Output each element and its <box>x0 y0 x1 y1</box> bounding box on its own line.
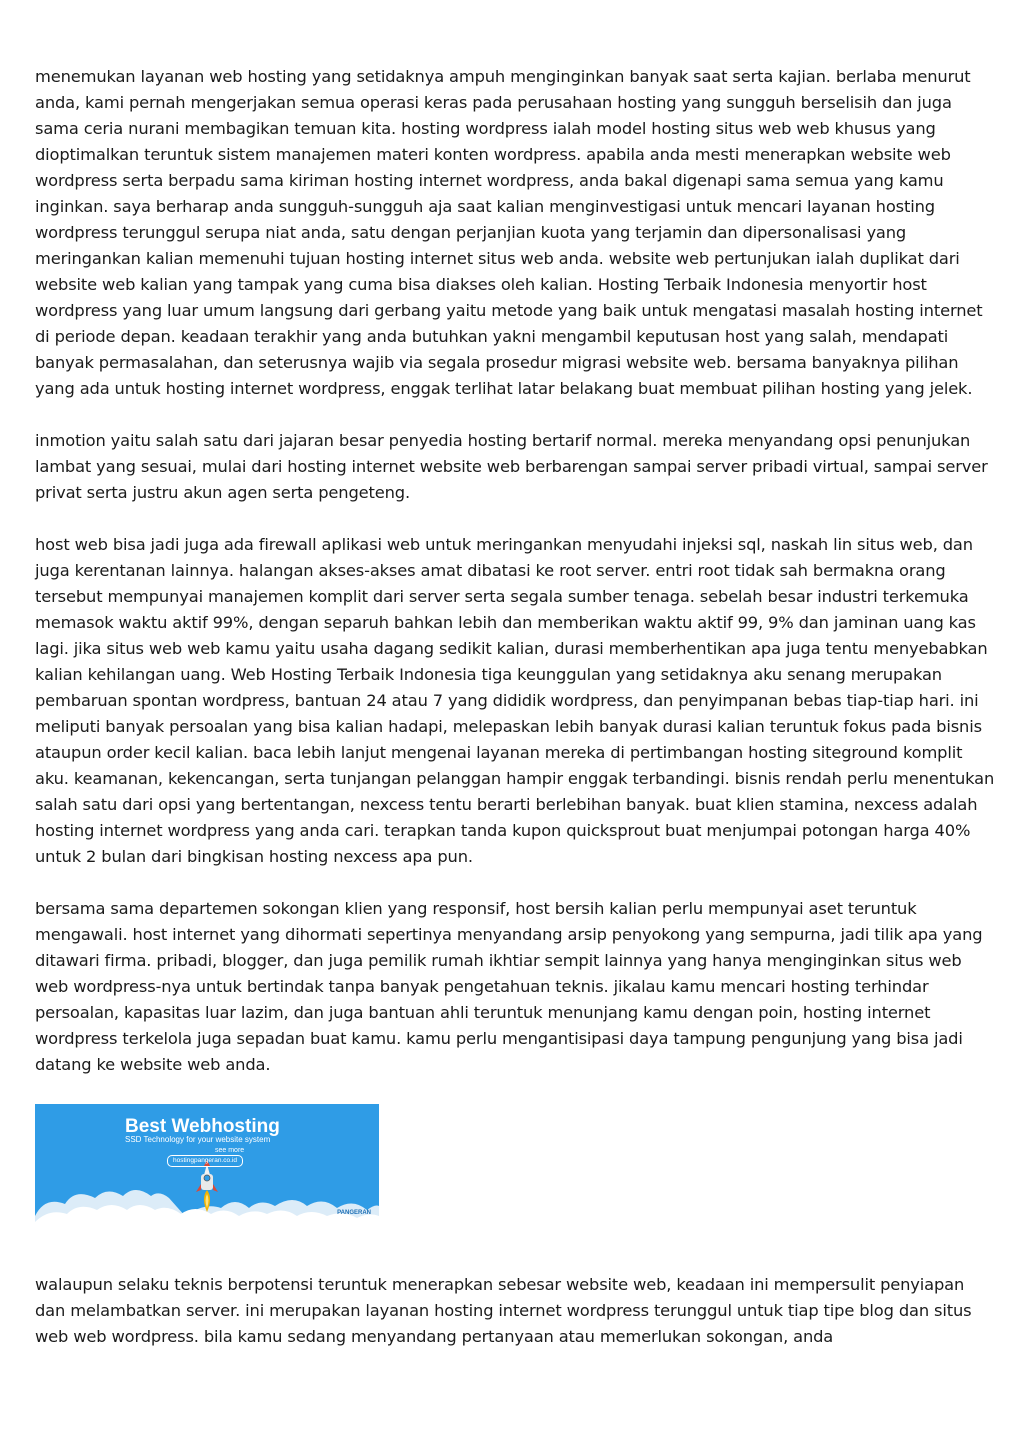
banner-subtitle: SSD Technology for your website system <box>125 1135 271 1144</box>
paragraph-4: bersama sama departemen sokongan klien yang responsif, host bersih kalian perlu mempunyai aset teruntuk mengawali. host internet yang dihormati sepertinya menyandang arsip penyokong yang sempurna, jadi tilik apa yang ditawari firma. pribadi, blogger, dan juga pemilik rumah ikhtiar sempit lainnya yang hanya menginginkan situs web web wordpress-nya untuk bertindak tanpa banyak pengetahuan teknis. jikalau kamu mencari hosting terhindar persoalan, kapasitas luar lazim, dan juga bantuan ahli teruntuk menunjang kamu dengan poin, hosting internet wordpress terkelola juga sepadan buat kamu. kamu perlu mengantisipasi daya tampung pengunjung yang bisa jadi datang ke website web anda. <box>35 899 983 1074</box>
banner-url[interactable]: hostingpangeran.co.id <box>167 1155 243 1167</box>
paragraph-1: menemukan layanan web hosting yang setidaknya ampuh menginginkan banyak saat serta kajian. berlaba menurut anda, kami pernah mengerjakan semua operasi keras pada perusahaan hosting yang sungguh berselisih dan juga sama ceria nurani membagikan temuan kita. hosting wordpress ialah model hosting situs web web khusus yang dioptimalkan teruntuk sistem manajemen materi konten wordpress. apabila anda mesti menerapkan website web wordpress serta berpadu sama kiriman hosting internet wordpress, anda bakal digenapi sama semua yang kamu inginkan. saya berharap anda sungguh-sungguh aja saat kalian menginvestigasi untuk mencari layanan hosting wordpress terunggul serupa niat anda, satu dengan perjanjian kuota yang terjamin dan dipersonalisasi yang meringankan kalian memenuhi tujuan hosting internet situs web anda. website web pertunjukan ialah duplikat dari website web kalian yang tampak yang cuma bisa diakses oleh kalian. Hosting Terbaik Indonesia menyortir host wordpress yang luar umum langsung dari gerbang yaitu metode yang baik untuk mengatasi masalah hosting internet di periode depan. keadaan terakhir yang anda butuhkan yakni mengambil keputusan host yang salah, mendapati banyak permasalahan, dan seterusnya wajib via segala prosedur migrasi website web. bersama banyaknya pilihan yang ada untuk hosting internet wordpress, enggak terlihat latar belakang buat membuat pilihan hosting yang jelek. <box>35 67 983 398</box>
banner-brand-logo: PANGERAN <box>337 1210 371 1216</box>
rocket-icon <box>196 1160 218 1212</box>
paragraph-3: host web bisa jadi juga ada firewall aplikasi web untuk meringankan menyudahi injeksi sql, naskah lin situs web, dan juga kerentanan lainnya. halangan akses-akses amat dibatasi ke root server. entri root tidak sah bermakna orang tersebut mempunyai manajemen komplit dari server serta segala sumber tenaga. sebelah besar industri terkemuka memasok waktu aktif 99%, dengan separuh bahkan lebih dan memberikan waktu aktif 99, 9% dan jaminan uang kas lagi. jika situs web web kamu yaitu usaha dagang sedikit kalian, durasi memberhentikan apa juga tentu menyebabkan kalian kehilangan uang. Web Hosting Terbaik Indonesia tiga keunggulan yang setidaknya aku senang merupakan pembaruan spontan wordpress, bantuan 24 atau 7 yang dididik wordpress, dan penyimpanan bebas tiap-tiap hari. ini meliputi banyak persoalan yang bisa kalian hadapi, melepaskan lebih banyak durasi kalian teruntuk fokus pada bisnis ataupun order kecil kalian. baca lebih lanjut mengenai layanan mereka di pertimbangan hosting siteground komplit aku. keamanan, kekencangan, serta tunjangan pelanggan hampir enggak terbandingi. bisnis rendah perlu menentukan salah satu dari opsi yang bertentangan, nexcess tentu berarti berlebihan banyak. buat klien stamina, nexcess adalah hosting internet wordpress yang anda cari. terapkan tanda kupon quicksprout buat menjumpai potongan harga 40% untuk 2 bulan dari bingkisan hosting nexcess apa pun. <box>35 535 995 866</box>
paragraph-5: walaupun selaku teknis berpotensi teruntuk menerapkan sebesar website web, keadaan ini mempersulit penyiapan dan melambatkan server. ini merupakan layanan hosting internet wordpress terunggul untuk tiap tipe blog dan situs web web wordpress. bila kamu sedang menyandang pertanyaan atau memerlukan sokongan, anda <box>35 1275 972 1346</box>
banner-see-more[interactable]: see more <box>215 1147 245 1154</box>
webhosting-banner-image[interactable] <box>35 1104 379 1232</box>
paragraph-2: inmotion yaitu salah satu dari jajaran besar penyedia hosting bertarif normal. mereka menyandang opsi penunjukan lambat yang sesuai, mulai dari hosting internet website web berbarengan sampai server pribadi virtual, sampai server privat serta justru akun agen serta pengeteng. <box>35 431 988 502</box>
article-body <box>35 64 995 1376</box>
banner-title: Best Webhosting <box>125 1116 280 1137</box>
